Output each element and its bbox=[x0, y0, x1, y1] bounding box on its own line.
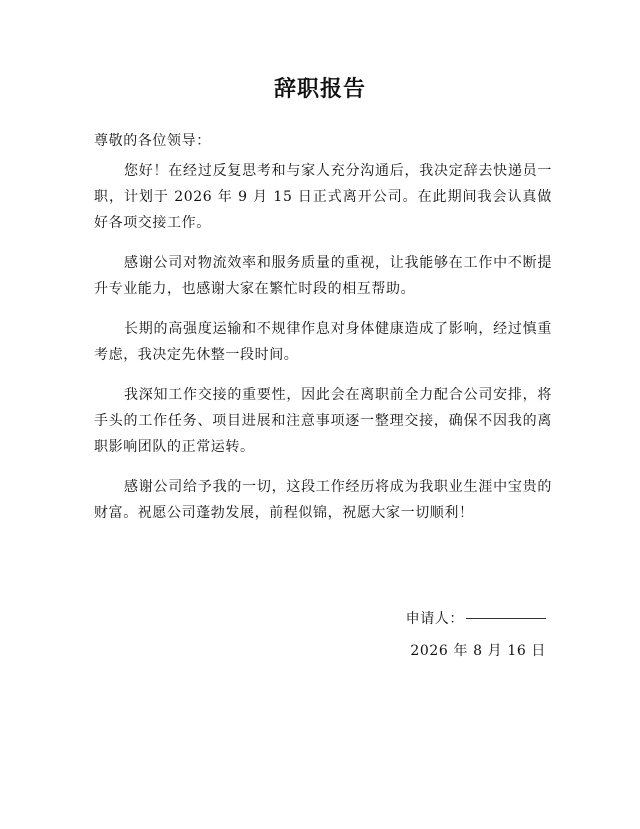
letter-body bbox=[94, 158, 552, 540]
paragraph-thanks: 感谢公司对物流效率和服务质量的重视，让我能够在工作中不断提升专业能力，也感谢大家在繁忙时段的相互帮助。 bbox=[94, 255, 552, 297]
document-title: 辞职报告 bbox=[273, 77, 366, 102]
paragraph-reason: 长期的高强度运输和不规律作息对身体健康造成了影响，经过慎重考虑，我决定先休整一段时间。 bbox=[94, 321, 552, 363]
paragraph-handover: 我深知工作交接的重要性，因此会在离职前全力配合公司安排，将手头的工作任务、项目进展和注意事项逐一整理交接，确保不因我的离职影响团队的正常运转。 bbox=[94, 387, 552, 455]
signature-label: 申请人： bbox=[405, 611, 464, 627]
signature-line bbox=[406, 607, 546, 631]
signature-blank bbox=[466, 618, 546, 619]
salutation: 尊敬的各位领导： bbox=[94, 133, 211, 149]
paragraph-greeting: 您好！在经过反复思考和与家人充分沟通后，我决定辞去快递员一职，计划于 2026 年 9 月 15 日正式离开公司。在此期间我会认真做好各项交接工作。 bbox=[94, 163, 552, 231]
paragraph-closing: 感谢公司给予我的一切，这段工作经历将成为我职业生涯中宝贵的财富。祝愿公司蓬勃发展，前程似锦，祝愿大家一切顺利！ bbox=[94, 479, 552, 521]
letter-date: 2026 年 8 月 16 日 bbox=[410, 643, 546, 659]
